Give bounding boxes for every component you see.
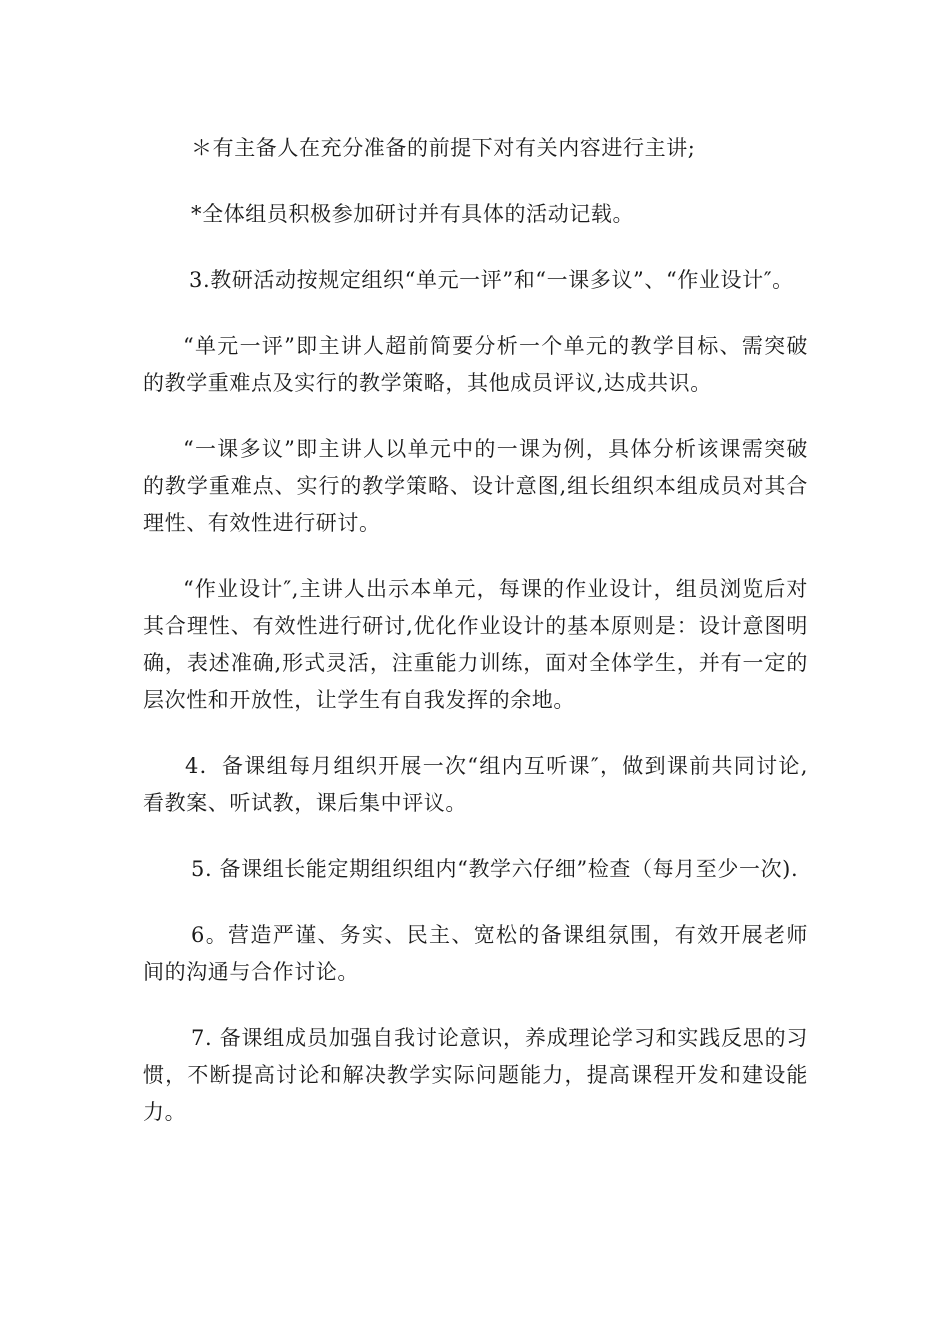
paragraph-unit-review: “单元一评”即主讲人超前简要分析一个单元的教学目标、需突破的教学重难点及实行的教学策略，其他成员评议,达成共识。: [143, 334, 808, 395]
document-body: [143, 130, 808, 1160]
paragraph-homework-design: “作业设计″,主讲人出示本单元，每课的作业设计，组员浏览后对其合理性、有效性进行研讨,优化作业设计的基本原则是：设计意图明确，表述准确,形式灵活，注重能力训练，面对全体学生，并有一定的层次性和开放性，让学生有自我发挥的余地。: [143, 577, 808, 712]
paragraph-item-4: 4．备课组每月组织开展一次“组内互听课″，做到课前共同讨论,看教案、听试教，课后集中评议。: [143, 754, 808, 815]
paragraph-item-6: 6。营造严谨、务实、民主、宽松的备课组氛围，有效开展老师间的沟通与合作讨论。: [143, 923, 808, 984]
paragraph-lesson-discussion: “一课多议”即主讲人以单元中的一课为例，具体分析该课需突破的教学重难点、实行的教学策略、设计意图,组长组织本组成员对其合理性、有效性进行研讨。: [143, 437, 808, 535]
paragraph-item-3: 3.教研活动按规定组织“单元一评”和“一课多议”、“作业设计″。: [189, 268, 794, 292]
paragraph-main-preparer: ＊有主备人在充分准备的前提下对有关内容进行主讲;: [191, 136, 696, 160]
paragraph-all-members: *全体组员积极参加研讨并有具体的活动记载。: [191, 202, 635, 226]
paragraph-item-7: 7. 备课组成员加强自我讨论意识，养成理论学习和实践反思的习惯，不断提高讨论和解决教学实际问题能力，提高课程开发和建设能力。: [143, 1026, 808, 1124]
paragraph-item-5: 5. 备课组长能定期组织组内“教学六仔细”检查（每月至少一次).: [191, 857, 799, 881]
